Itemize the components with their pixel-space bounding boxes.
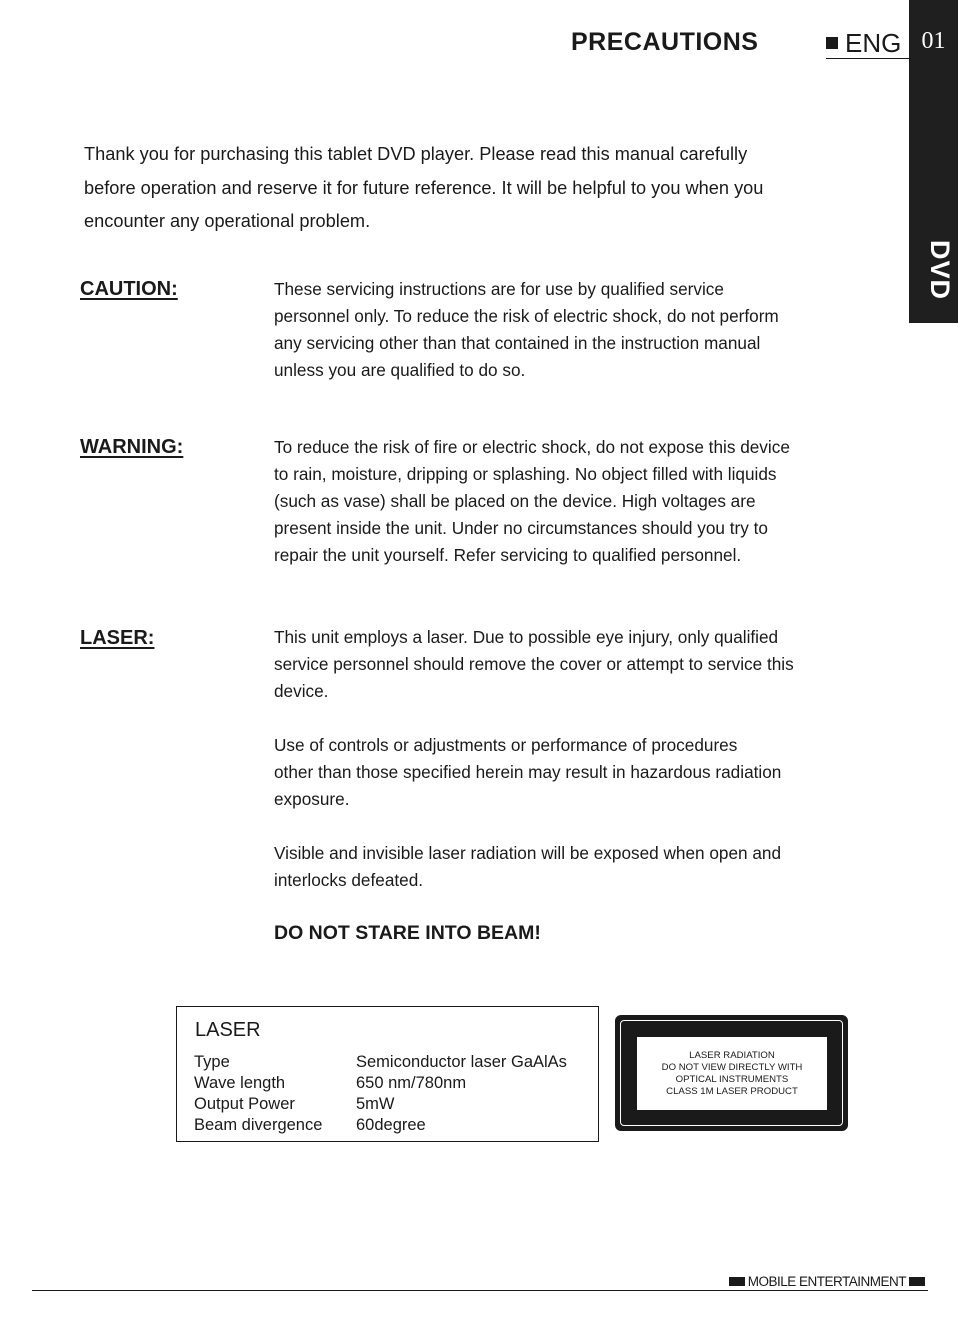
spec-value: Semiconductor laser GaAlAs: [356, 1053, 567, 1071]
warning-paragraph: [274, 434, 874, 569]
side-tab: [909, 0, 958, 323]
spec-row: [194, 1074, 466, 1093]
spec-key: Beam divergence: [194, 1116, 323, 1134]
laser-heading: LASER:: [80, 627, 155, 649]
square-bullet-icon: [826, 37, 838, 49]
intro-line: before operation and reserve it for future reference. It will be helpful to you when you: [84, 177, 764, 198]
page-title: PRECAUTIONS: [571, 28, 759, 56]
intro-line: encounter any operational problem.: [84, 211, 371, 232]
spec-row: [194, 1053, 567, 1072]
spec-value: 650 nm/780nm: [356, 1074, 467, 1092]
warning-line: To reduce the risk of fire or electric shock, do not expose this device: [274, 437, 790, 457]
label-line: OPTICAL INSTRUMENTS: [675, 1073, 789, 1085]
spec-key: Type: [194, 1053, 230, 1071]
laser-spec-box: [176, 1006, 599, 1142]
label-line: LASER RADIATION: [689, 1049, 775, 1061]
warning-line: (such as vase) shall be placed on the device. High voltages are: [274, 491, 756, 511]
stare-warning: DO NOT STARE INTO BEAM!: [274, 922, 541, 944]
spec-value: 60degree: [356, 1116, 426, 1134]
laser-warning-label: [615, 1015, 848, 1131]
spec-row: [194, 1116, 426, 1135]
caution-line: personnel only. To reduce the risk of electric shock, do not perform: [274, 306, 779, 326]
warning-heading: WARNING:: [80, 436, 184, 458]
laser-line: interlocks defeated.: [274, 870, 424, 890]
footer-rule: [32, 1290, 928, 1291]
spec-title: LASER: [195, 1019, 261, 1041]
laser-line: Visible and invisible laser radiation will be exposed when open and: [274, 843, 782, 863]
footer-brand-text: MOBILE ENTERTAINMENT: [747, 1274, 906, 1289]
spec-row: [194, 1095, 395, 1114]
page-number: 01: [921, 28, 946, 54]
caution-heading: CAUTION:: [80, 278, 178, 300]
warning-line: repair the unit yourself. Refer servicing to qualified personnel.: [274, 545, 742, 565]
label-line: CLASS 1M LASER PRODUCT: [666, 1085, 798, 1097]
footer-brand: [726, 1274, 928, 1289]
laser-paragraph-3: [274, 840, 874, 894]
spec-key: Output Power: [194, 1095, 295, 1113]
label-text-panel: [637, 1037, 827, 1110]
intro-paragraph: [84, 138, 884, 239]
caution-line: These servicing instructions are for use by qualified service: [274, 279, 724, 299]
square-bullet-icon: [729, 1277, 745, 1286]
language-indicator: [826, 28, 912, 59]
laser-line: device.: [274, 681, 329, 701]
laser-line: service personnel should remove the cover or attempt to service this: [274, 654, 794, 674]
laser-line: exposure.: [274, 789, 350, 809]
spec-key: Wave length: [194, 1074, 286, 1092]
square-bullet-icon: [909, 1277, 925, 1286]
laser-paragraph-2: [274, 732, 874, 813]
caution-line: any servicing other than that contained in the instruction manual: [274, 333, 761, 353]
label-line: DO NOT VIEW DIRECTLY WITH: [661, 1061, 803, 1073]
laser-line: Use of controls or adjustments or performance of procedures: [274, 735, 738, 755]
warning-line: to rain, moisture, dripping or splashing. No object filled with liquids: [274, 464, 777, 484]
side-tab-label: DVD: [925, 239, 955, 300]
laser-paragraph-1: [274, 624, 874, 705]
intro-line: Thank you for purchasing this tablet DVD player. Please read this manual carefully: [84, 144, 748, 164]
caution-paragraph: [274, 276, 874, 384]
laser-line: This unit employs a laser. Due to possible eye injury, only qualified: [274, 627, 779, 647]
warning-line: present inside the unit. Under no circumstances should you try to: [274, 518, 768, 538]
laser-line: other than those specified herein may result in hazardous radiation: [274, 762, 782, 782]
language-label: ENG: [845, 28, 902, 58]
caution-line: unless you are qualified to do so.: [274, 360, 526, 380]
spec-value: 5mW: [356, 1095, 395, 1113]
